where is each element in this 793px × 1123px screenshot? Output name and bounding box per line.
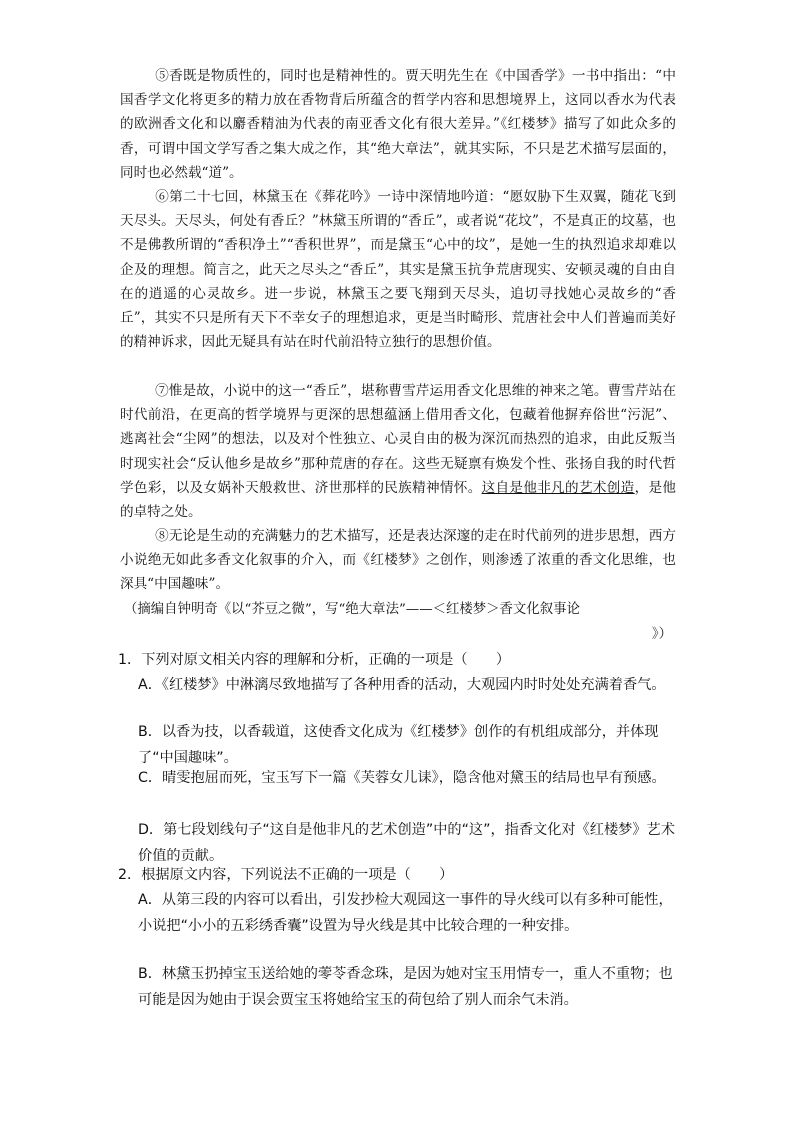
paragraph-5-text: ⑤香既是物质性的，同时也是精神性的。贾天明先生在《中国香学》一书中指出：“中国香学文化将更多的精力放在香物背后所蕴含的哲学内容和思想境界上，这同以香水为代表的欧洲香文化和以麝香精油为代表的南亚香文化有很大差异。”《红楼梦》描写了如此众多的香，可谓中国文学写香之集大成之作，其“绝大章法”，就其实际，不只是艺术描写层面的，同时也必然载“道”。 — [120, 68, 676, 181]
paragraph-7-text: ⑦惟是故，小说中的这一“香丘”，堪称曹雪芹运用香文化思维的神来之笔。曹雪芹站在时代前沿，在更高的哲学境界与更深的思想蕴涵上借用香文化，包藏着他摒弃俗世“污泥”、逃离社会“尘网”的想法，以及对个性独立、心灵自由的极为深沉而热烈的追求，由此反叛当时现实社会“反认他乡是故乡”那种荒唐的存在。这些无疑禀有焕发个性、张扬自我的时代哲学色彩，以及女娲补天般救世、济世那样的民族精神情怀。 — [120, 383, 676, 496]
question-2-option-b: B．林黛玉扔掉宝玉送给她的蕶苓香念珠，是因为她对宝玉用情专一，重人不重物；也可能是因为她由于误会贾宝玉将她给宝玉的荷包给了别人而余气未消。 — [138, 966, 673, 1008]
source-line-1: （摘编自钟明奇《以“芥豆之微”，写“绝大章法”——＜红楼梦＞香文化叙事论 — [124, 602, 580, 617]
paragraph-6-text: ⑥第二十七回，林黛玉在《葬花吟》一诗中深情地吟道：“愿奴胁下生双翼，随花飞到天尽头。天尽头，何处有香丘？”林黛玉所谓的“香丘”，或者说“花坟”，不是真正的坟墓，也不是佛教所谓的“香积净土”“香积世界”，而是黛玉“心中的坟”，是她一生的执烈追求却难以企及的理想。简言之，此天之尽头之“香丘”，其实是黛玉抗争荒唐现实、安顿灵魂的自由自在的逍遥的心灵故乡。进一步说，林黛玉之要飞翔到天尽头，追切寻找她心灵故乡的“香丘”，其实不只是所有天下不幸女子的理想追求，更是当时畸形、荒唐社会中人们普遍而美好的精神诉求，因此无疑具有站在时代前沿特立独行的思想价值。 — [120, 189, 676, 351]
paragraph-6 — [120, 185, 676, 354]
source-line-2: 》） — [651, 627, 672, 642]
paragraph-5 — [120, 64, 676, 185]
question-1-option-d: D．第七段划线句子“这自是他非凡的艺术创造”中的“这”，指香文化对《红楼梦》艺术价值的贡献。 — [138, 822, 675, 864]
question-2-option-a: A．从第三段的内容可以看出，引发抄检大观园这一事件的导火线可以有多种可能性，小说把“小小的五彩绣香囊”设置为导火线是其中比较合理的一种安排。 — [138, 892, 673, 934]
question-1-stem: 1．下列对原文相关内容的理解和分析，正确的一项是（ ） — [118, 652, 511, 668]
paragraph-7 — [120, 379, 676, 524]
paragraph-8-text: ⑧无论是生动的充满魅力的艺术描写，还是表达深邃的走在时代前列的进步思想，西方小说绝无如此多香文化叙事的介入，而《红楼梦》之创作，则渗透了浓重的香文化思维，也深具“中国趣味”。 — [120, 528, 676, 593]
question-2-stem: 2．根据原文内容，下列说法不正确的一项是（ ） — [118, 867, 454, 883]
question-1-option-c: C．晴雯抱屈而死，宝玉写下一篇《芙蓉女儿诔》，隐含他对黛玉的结局也早有预感。 — [138, 770, 666, 786]
source-citation — [124, 597, 672, 647]
paragraph-8 — [120, 524, 676, 597]
question-1-option-a: A．《红楼梦》中淋漓尽致地描写了各种用香的活动，大观园内时时处处充满着香气。 — [138, 677, 666, 693]
paragraph-7-tail: ，是他的卓特之处。 — [120, 479, 677, 521]
question-1-option-b: B．以香为技，以香载道，这使香文化成为《红楼梦》创作的有机组成部分，并体现了“中国趣味”。 — [138, 724, 659, 766]
underlined-sentence: 这自是他非凡的艺术创造 — [481, 479, 635, 496]
